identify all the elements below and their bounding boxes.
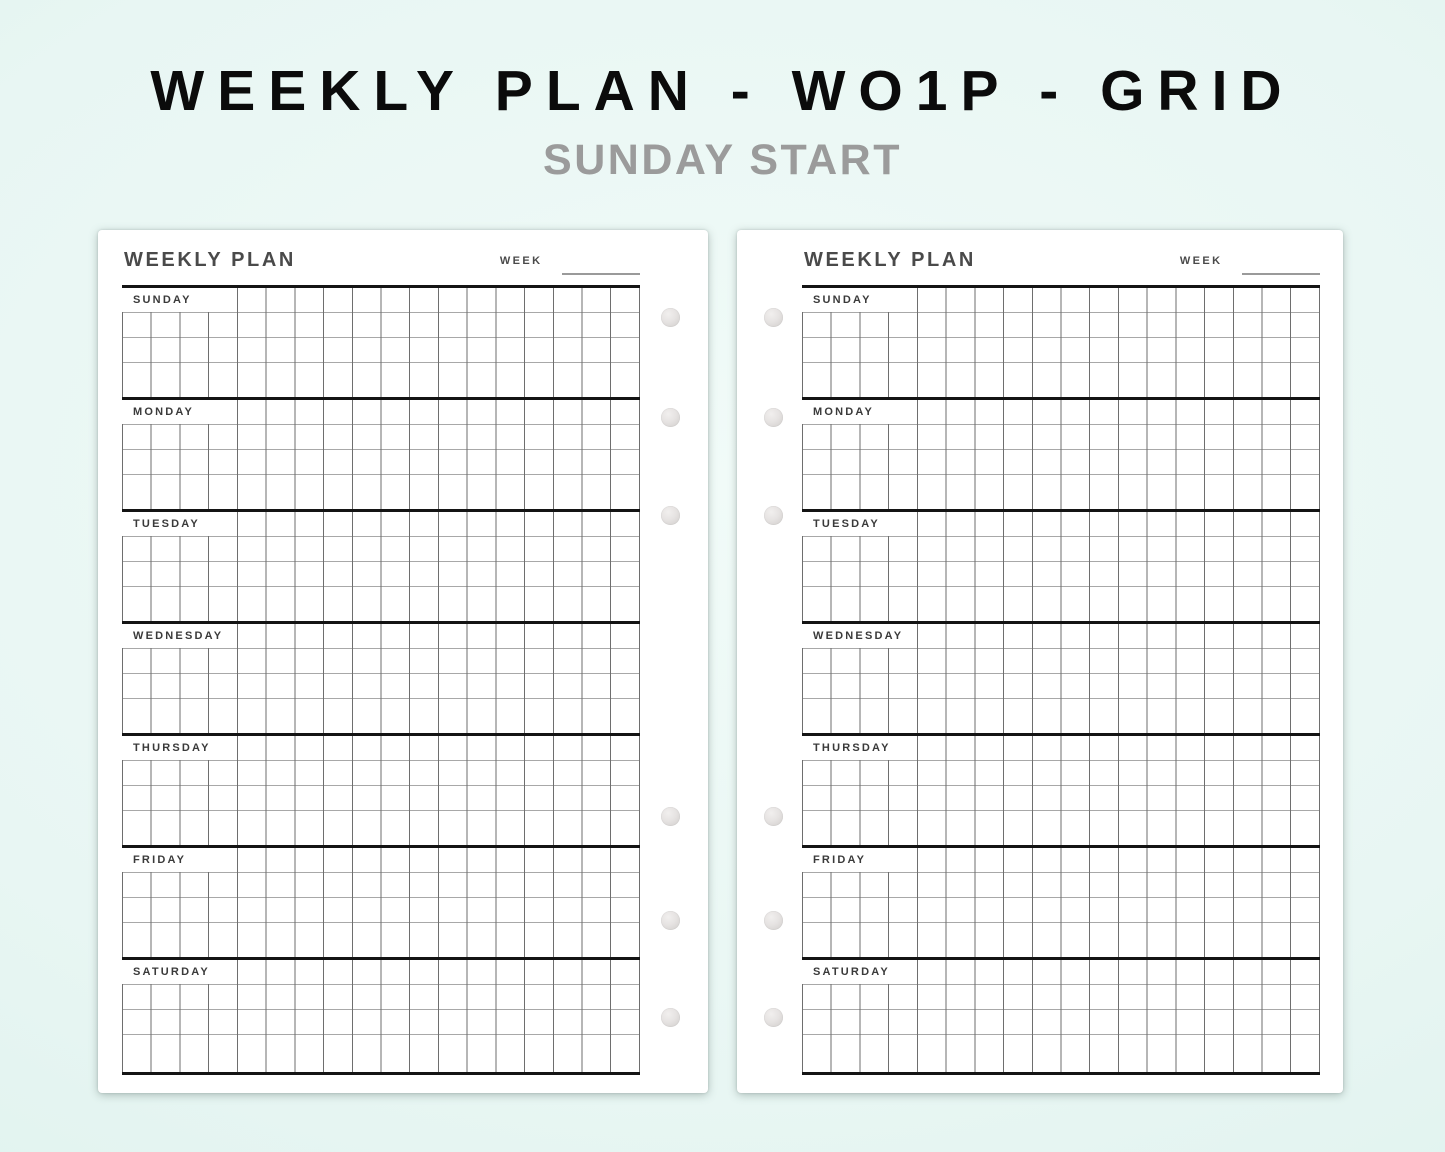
day-label: WEDNESDAY	[122, 624, 236, 648]
day-sections	[802, 285, 1320, 1075]
day-section	[802, 285, 1320, 397]
day-label: FRIDAY	[122, 848, 236, 872]
day-section	[802, 509, 1320, 621]
day-section	[802, 845, 1320, 957]
binder-hole	[661, 506, 680, 525]
day-section	[122, 733, 640, 845]
day-section	[122, 285, 640, 397]
day-section	[122, 621, 640, 733]
binder-hole	[661, 1008, 680, 1027]
binder-hole	[764, 506, 783, 525]
binder-hole	[661, 911, 680, 930]
week-fill-line	[1242, 273, 1320, 275]
binder-hole	[764, 308, 783, 327]
planner-page-left	[98, 230, 708, 1093]
day-label: SUNDAY	[802, 288, 916, 312]
day-label: MONDAY	[122, 400, 236, 424]
day-section	[802, 397, 1320, 509]
page-header	[122, 230, 640, 285]
day-sections	[122, 285, 640, 1075]
binder-hole	[764, 1008, 783, 1027]
day-label: MONDAY	[802, 400, 916, 424]
day-section	[122, 509, 640, 621]
page-header	[802, 230, 1320, 285]
binder-hole	[764, 408, 783, 427]
poster-subtitle: SUNDAY START	[543, 135, 902, 184]
day-section	[802, 733, 1320, 845]
week-label: WEEK	[499, 255, 543, 267]
binder-hole	[764, 807, 783, 826]
day-section	[122, 957, 640, 1075]
day-label: THURSDAY	[802, 736, 916, 760]
day-section	[802, 957, 1320, 1075]
day-section	[122, 397, 640, 509]
day-label: TUESDAY	[122, 512, 236, 536]
week-fill-line	[562, 273, 640, 275]
day-label: SATURDAY	[122, 960, 236, 984]
day-label: THURSDAY	[122, 736, 236, 760]
week-label: WEEK	[1179, 255, 1223, 267]
day-label: FRIDAY	[802, 848, 916, 872]
binder-hole	[661, 408, 680, 427]
binder-hole	[764, 911, 783, 930]
day-section	[802, 621, 1320, 733]
planner-pages	[98, 230, 1343, 1093]
binder-hole	[661, 807, 680, 826]
binder-hole	[661, 308, 680, 327]
day-label: TUESDAY	[802, 512, 916, 536]
page-header-title: WEEKLY PLAN	[124, 249, 296, 271]
day-label: WEDNESDAY	[802, 624, 916, 648]
day-label: SATURDAY	[802, 960, 916, 984]
day-label: SUNDAY	[122, 288, 236, 312]
page-content	[122, 230, 640, 1075]
poster-title: WEEKLY PLAN - WO1P - GRID	[150, 59, 1295, 123]
planner-page-right	[737, 230, 1343, 1093]
page-content	[802, 230, 1320, 1075]
page-header-title: WEEKLY PLAN	[804, 249, 976, 271]
day-section	[122, 845, 640, 957]
